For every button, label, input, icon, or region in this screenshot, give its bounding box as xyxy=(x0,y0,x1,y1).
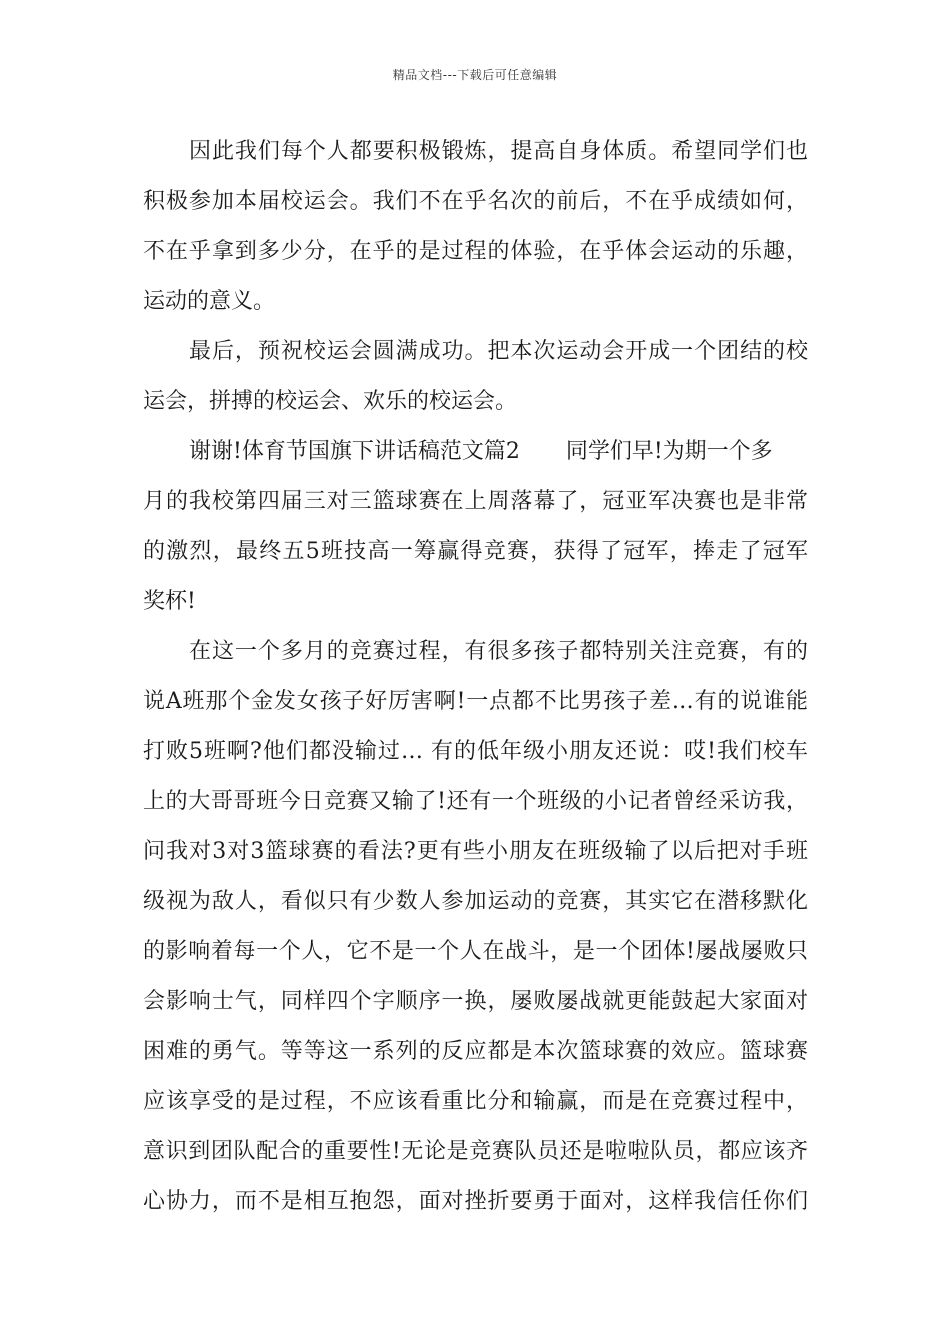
text-line: 上的大哥哥班今日竞赛又输了!还有一个班级的小记者曾经采访我， xyxy=(143,789,808,814)
text-line: 级视为敌人，看似只有少数人参加运动的竞赛，其实它在潜移默化 xyxy=(143,889,808,914)
document-body xyxy=(143,127,808,1227)
text-line: 最后，预祝校运会圆满成功。把本次运动会开成一个团结的校 xyxy=(189,339,808,364)
text-line: 问我对3对3篮球赛的看法?更有些小朋友在班级输了以后把对手班 xyxy=(143,839,808,864)
text-line: 运会，拼搏的校运会、欢乐的校运会。 xyxy=(143,389,518,414)
text-line: 意识到团队配合的重要性!无论是竞赛队员还是啦啦队员，都应该齐 xyxy=(143,1139,808,1164)
text-line: 说A班那个金发女孩子好厉害啊!一点都不比男孩子差…有的说谁能 xyxy=(143,689,808,714)
text-line: 因此我们每个人都要积极锻炼，提高自身体质。希望同学们也 xyxy=(189,139,808,164)
text-line: 奖杯! xyxy=(143,589,196,614)
text-line: 打败5班啊?他们都没输过… 有的低年级小朋友还说：哎!我们校车 xyxy=(143,739,808,764)
section-title: 谢谢!体育节国旗下讲话稿范文篇2 xyxy=(189,439,520,464)
text-segment: 同学们早!为期一个多 xyxy=(565,439,773,464)
text-line: 积极参加本届校运会。我们不在乎名次的前后，不在乎成绩如何， xyxy=(143,189,808,214)
text-line: 月的我校第四届三对三篮球赛在上周落幕了，冠亚军决赛也是非常 xyxy=(143,489,808,514)
page-header: 精品文档---下载后可任意编辑 xyxy=(392,68,558,82)
text-line: 困难的勇气。等等这一系列的反应都是本次篮球赛的效应。篮球赛 xyxy=(143,1039,808,1064)
text-line: 不在乎拿到多少分，在乎的是过程的体验，在乎体会运动的乐趣， xyxy=(143,239,808,264)
text-line: 的影响着每一个人，它不是一个人在战斗，是一个团体!屡战屡败只 xyxy=(143,939,808,964)
text-line xyxy=(143,427,808,477)
text-line: 应该享受的是过程，不应该看重比分和输赢，而是在竞赛过程中， xyxy=(143,1089,808,1114)
text-line: 心协力，而不是相互抱怨，面对挫折要勇于面对，这样我信任你们 xyxy=(143,1189,808,1214)
text-line: 在这一个多月的竞赛过程，有很多孩子都特别关注竞赛，有的 xyxy=(189,639,808,664)
text-line: 的激烈，最终五5班技高一筹赢得竞赛，获得了冠军，捧走了冠军 xyxy=(143,539,808,564)
text-line: 运动的意义。 xyxy=(143,289,276,314)
text-line: 会影响士气，同样四个字顺序一换，屡败屡战就更能鼓起大家面对 xyxy=(143,989,808,1014)
